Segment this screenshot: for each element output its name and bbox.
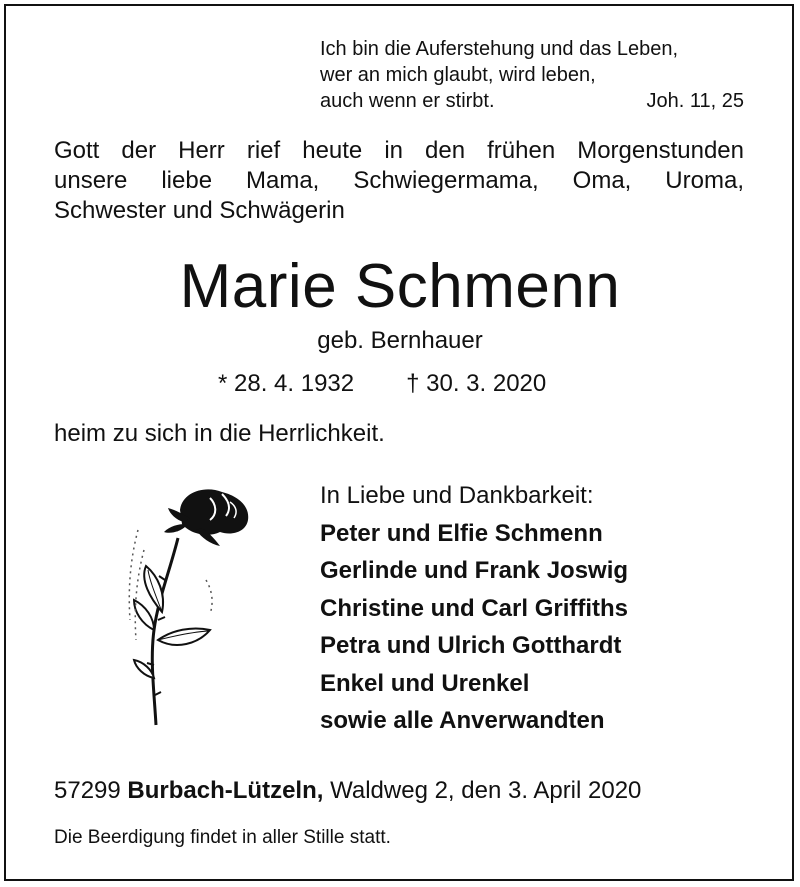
- family-member: Enkel und Urenkel: [320, 669, 530, 697]
- verse-line-3-text: auch wenn er stirbt.: [320, 90, 495, 112]
- verse-line-3: [320, 88, 750, 114]
- family-member: Christine und Carl Griffiths: [320, 594, 629, 622]
- town: Burbach-Lützeln,: [127, 777, 324, 804]
- deceased-name: Marie Schmenn: [179, 252, 621, 321]
- family-list: [320, 477, 628, 740]
- family-member: Peter und Elfie Schmenn: [320, 519, 603, 547]
- death-date: † 30. 3. 2020: [406, 370, 547, 397]
- bible-verse: [320, 36, 750, 114]
- life-dates: [218, 369, 546, 399]
- intro-line-1: Gott der Herr rief heute in den frühen Morgenstunden: [54, 137, 744, 164]
- maiden-name: geb. Bernhauer: [317, 327, 483, 354]
- birth-date: * 28. 4. 1932: [218, 370, 355, 397]
- family-member: Gerlinde und Frank Joswig: [320, 557, 629, 584]
- postcode: 57299: [54, 777, 121, 804]
- verse-line-1: Ich bin die Auferstehung und das Leben,: [320, 38, 679, 60]
- verse-reference: Joh. 11, 25: [646, 90, 744, 112]
- family-lead: In Liebe und Dankbarkeit:: [320, 482, 594, 509]
- place-and-date: [54, 776, 641, 806]
- verse-line-2: wer an mich glaubt, wird leben,: [320, 64, 596, 86]
- announcement-intro: [54, 136, 744, 226]
- family-member: Petra und Ulrich Gotthardt: [320, 632, 622, 659]
- intro-line-2: unsere liebe Mama, Schwiegermama, Oma, Uroma,: [54, 167, 744, 194]
- address-date: Waldweg 2, den 3. April 2020: [330, 777, 642, 804]
- funeral-note: Die Beerdigung findet in aller Stille statt.: [54, 827, 391, 848]
- closing-line: heim zu sich in die Herrlichkeit.: [54, 420, 385, 447]
- rose-icon: [110, 480, 270, 740]
- family-member: sowie alle Anverwandten: [320, 707, 605, 734]
- intro-line-3: Schwester und Schwägerin: [54, 197, 345, 224]
